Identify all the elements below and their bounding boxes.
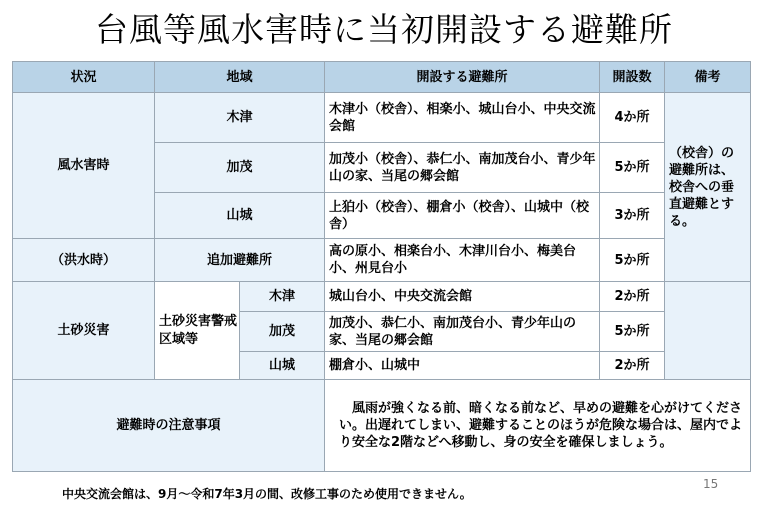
remarks-cell: （校舎）の避難所は、校舎への垂直避難とする。 (665, 93, 751, 282)
shelters-kamo: 加茂小（校舎）、恭仁小、南加茂台小、青少年山の家、当尾の郷会館 (325, 143, 600, 193)
area-ls-kizu: 木津 (240, 282, 325, 312)
shelter-table (12, 61, 751, 472)
page-number: 15 (703, 477, 719, 491)
header-count: 開設数 (600, 62, 665, 93)
table-row (13, 380, 751, 472)
shelters-kizu: 木津小（校舎）、相楽小、城山台小、中央交流会館 (325, 93, 600, 143)
shelters-ls-yamashiro: 棚倉小、山城中 (325, 352, 600, 380)
zone-landslide: 土砂災害警戒区域等 (155, 282, 240, 380)
shelters-ls-kamo: 加茂小、恭仁小、南加茂台小、青少年山の家、当尾の郷会館 (325, 312, 600, 352)
count-kamo: 5か所 (600, 143, 665, 193)
footnote: 中央交流会館は、9月～令和7年3月の間、改修工事のため使用できません。 (62, 487, 472, 501)
area-kizu: 木津 (155, 93, 325, 143)
shelters-ls-kizu: 城山台小、中央交流会館 (325, 282, 600, 312)
header-row (13, 62, 751, 93)
shelters-yamashiro: 上狛小（校舎）、棚倉小（校舎）、山城中（校舎） (325, 193, 600, 239)
status-flood: （洪水時） (13, 239, 155, 282)
area-ls-kamo: 加茂 (240, 312, 325, 352)
remarks-empty (665, 282, 751, 380)
table-row (13, 282, 751, 312)
header-status: 状況 (13, 62, 155, 93)
shelters-flood: 高の原小、相楽台小、木津川台小、梅美台小、州見台小 (325, 239, 600, 282)
count-flood: 5か所 (600, 239, 665, 282)
table-row (13, 239, 751, 282)
count-yamashiro: 3か所 (600, 193, 665, 239)
status-fusui: 風水害時 (13, 93, 155, 239)
caution-label: 避難時の注意事項 (13, 380, 325, 472)
status-landslide: 土砂災害 (13, 282, 155, 380)
count-ls-kamo: 5か所 (600, 312, 665, 352)
count-kizu: 4か所 (600, 93, 665, 143)
count-ls-kizu: 2か所 (600, 282, 665, 312)
count-ls-yamashiro: 2か所 (600, 352, 665, 380)
table-row (13, 93, 751, 143)
area-yamashiro: 山城 (155, 193, 325, 239)
area-kamo: 加茂 (155, 143, 325, 193)
caution-text: 風雨が強くなる前、暗くなる前など、早めの避難を心がけてください。出遅れてしまい、避難することのほうが危険な場合は、屋内でより安全な2階などへ移動し、身の安全を確保しましょう。 (325, 380, 751, 472)
header-shelters: 開設する避難所 (325, 62, 600, 93)
area-flood: 追加避難所 (155, 239, 325, 282)
header-remarks: 備考 (665, 62, 751, 93)
area-ls-yamashiro: 山城 (240, 352, 325, 380)
page-title: 台風等風水害時に当初開設する避難所 (95, 10, 673, 49)
header-area: 地域 (155, 62, 325, 93)
